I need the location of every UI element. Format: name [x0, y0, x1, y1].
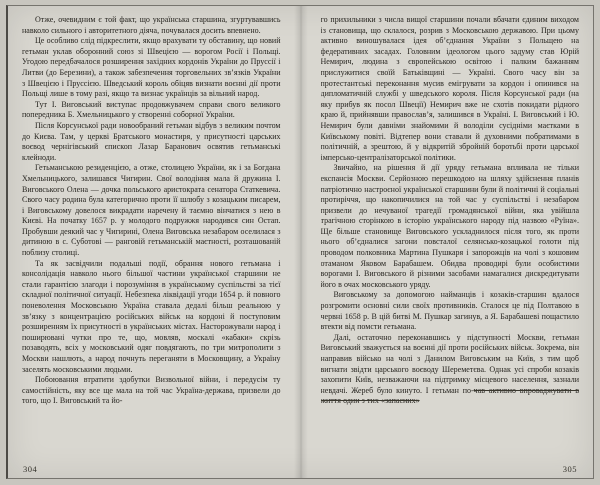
paragraph: Гетьманською резиденцією, а отже, столицею України, як і за Богдана Хмельницького, залишався Чигирин. Свої володіння мала й дружина І. Виговського Олена — дочка польського аристократа сенатора Статкевича. Свого часу родина була категорично проти її шлюбу з козацьким писарем, і Виговському довелося викрадати наречену й таємно вінчатися з нею в Києві. На початку 1657 р. у молодого подружжя народився син Остап. Пробувши деякий час у Чигирині, Олена Виговська незабаром оселилася з дитиною в с. Суботові — ранговій гетьманській маєтності, розташованій поблизу столиці. [22, 163, 281, 258]
paragraph: Звичайно, на рішення й дії уряду гетьмана впливала не тільки експансія Москви. Серйозною перешкодою на шляху здійснення планів патріотично настроєної української старшини були й політичні й соціальні протиріччя, що накопичилися на той час у суспільстві і незабаром призвели до нечуваної трагедії громадянської війни, яка увійшла трагічною сторінкою в історію українського народу під назвою «Руїна». Ще більше становище Виговського ускладнилося після того, як проти нього об’єдналися загони повсталої селянсько-козацької голоти під проводом полковника Мартина Пушкаря і запорожців на чолі з кошовим отаманом Яковом Барабашем. Обидва проводирі були особистими ворогами І. Виговського й різними засобами намагалися дискредитувати його в очах московського уряду. [320, 163, 579, 289]
page-right-text-block [321, 15, 580, 457]
paragraph: Побоювання втратити здобутки Визвольної війни, і передусім ту самостійність, яку все ще мала на той час Україна-держава, призвели до того, що І. Виговський та йо- [22, 375, 281, 406]
paragraph: Отже, очевидним є той факт, що українська старшина, згуртувавшись навколо сильного і авторитетного діяча, почувалася досить впевнено. [22, 15, 281, 35]
paragraph [321, 333, 580, 407]
struck-text: чав активно впроваджувати в життя один з тих «запасних» [320, 385, 579, 406]
page-right [308, 6, 594, 478]
paragraph: Та як засвідчили подальші події, обрання нового гетьмана і консолідація навколо нього більшої частини української старшини не стали гарантією злагоди і порозуміння в українському суспільстві за тієї складної політичної ситуації. Небезпека ліквідації угоди 1654 р. й повного поневолення Московською Україна ставала дедалі більш реальною у зв’язку з концентрацією російських військ на кордоні й поступовим розширенням їх присутності в українських містах. Насторожували народ і поширювані чутки про те, що, мовляв, москалі «кабаки» скрізь позаводять, всіх у московський одяг повдягають, по три митрополити з Москви нашлють, а народ почнуть переганяти в Московщину, а Україну заселять московськими людьми. [22, 258, 281, 374]
page-left-text-block [22, 15, 281, 457]
paragraph: Тут І. Виговський виступає продовжувачем справи свого великого попередника Б. Хмельницького у створенні соборної України. [22, 99, 281, 120]
paragraph: Після Корсунської ради новообраний гетьман відбув з великим почтом до Києва. Там, у церкві Братського монастиря, у присутності царських воєвод чернігівський єпископ Лазар Баранович освятив гетьманські клейноди. [22, 120, 281, 162]
page-gutter [294, 6, 308, 478]
page-number-left: 304 [23, 464, 38, 474]
page-left [8, 6, 294, 478]
paragraph: Виговському за допомогою найманців і козаків-старшин вдалося розгромити основні сили своїх противників. Сталося це під Полтавою в червні 1658 р. В цій битві М. Пушкар загинув, а Я. Барабашеві пощастило втекти від помсти гетьмана. [320, 290, 579, 332]
paragraph: Це особливо слід підкреслити, якщо врахувати ту обставину, що новий гетьман уклав оборонний союз зі Швецією — ворогом Росії і Польщі. Угодою передбачалося розширення західних кордонів України до Пруссії і Литви (до Березини), а також забезпечення торговельних зв’язків України з Швецією і Пруссією. Шведський король обіцяв визнати воєнні дії проти Польщі лише в тому разі, якщо та визнає українців за вільний народ. [22, 36, 281, 99]
paragraph-text: Далі, остаточно переконавшись у підступності Москви, гетьман Виговський зважується на воєнні дії проти російських військ. Зокрема, він направив військо на чолі з Данилом Виговським на Київ, з тим щоб вигнати звідти царського воєводу Шереметєва. Однак усі спроби козаків захопити Київ, незважаючи на підтримку місцевого населення, зазнали невдачі. Жереб було кинуто. І гетьман по- [320, 332, 579, 395]
page-number-right: 305 [562, 464, 577, 474]
paragraph-continuation: го прихильники з числа вищої старшини почали вбачати єдиним виходом із становища, що склалося, розрив з Московською державою. При цьому активно виношувалася ідея об’єднання України з Польщею на федеративних засадах. Головним ідеологом цього задуму став Юрій Немирич, людина з європейською освітою і палким бажанням прислужитися своїй Батьківщині — Україні. Свого часу він за протестантські переконання мусив емігрувати за кордон і опинився на дипломатичній службі у шведського короля. Після Корсунської ради (на яку прибув як посол Швеції) Немирич вже не схотів покидати рідного краю й, прийнявши православ’я, залишився в Україні. І. Виговський і Ю. Немирич були давніми знайомими й володіли сусідніми маєтками в Київському повіті. Відтепер вони ставали й духовними побратимами в політичній, а зрештою, й у відкритій збройній боротьбі проти царської імперсько-централізаторської політики. [320, 15, 579, 162]
book-spread-scan [6, 5, 594, 479]
